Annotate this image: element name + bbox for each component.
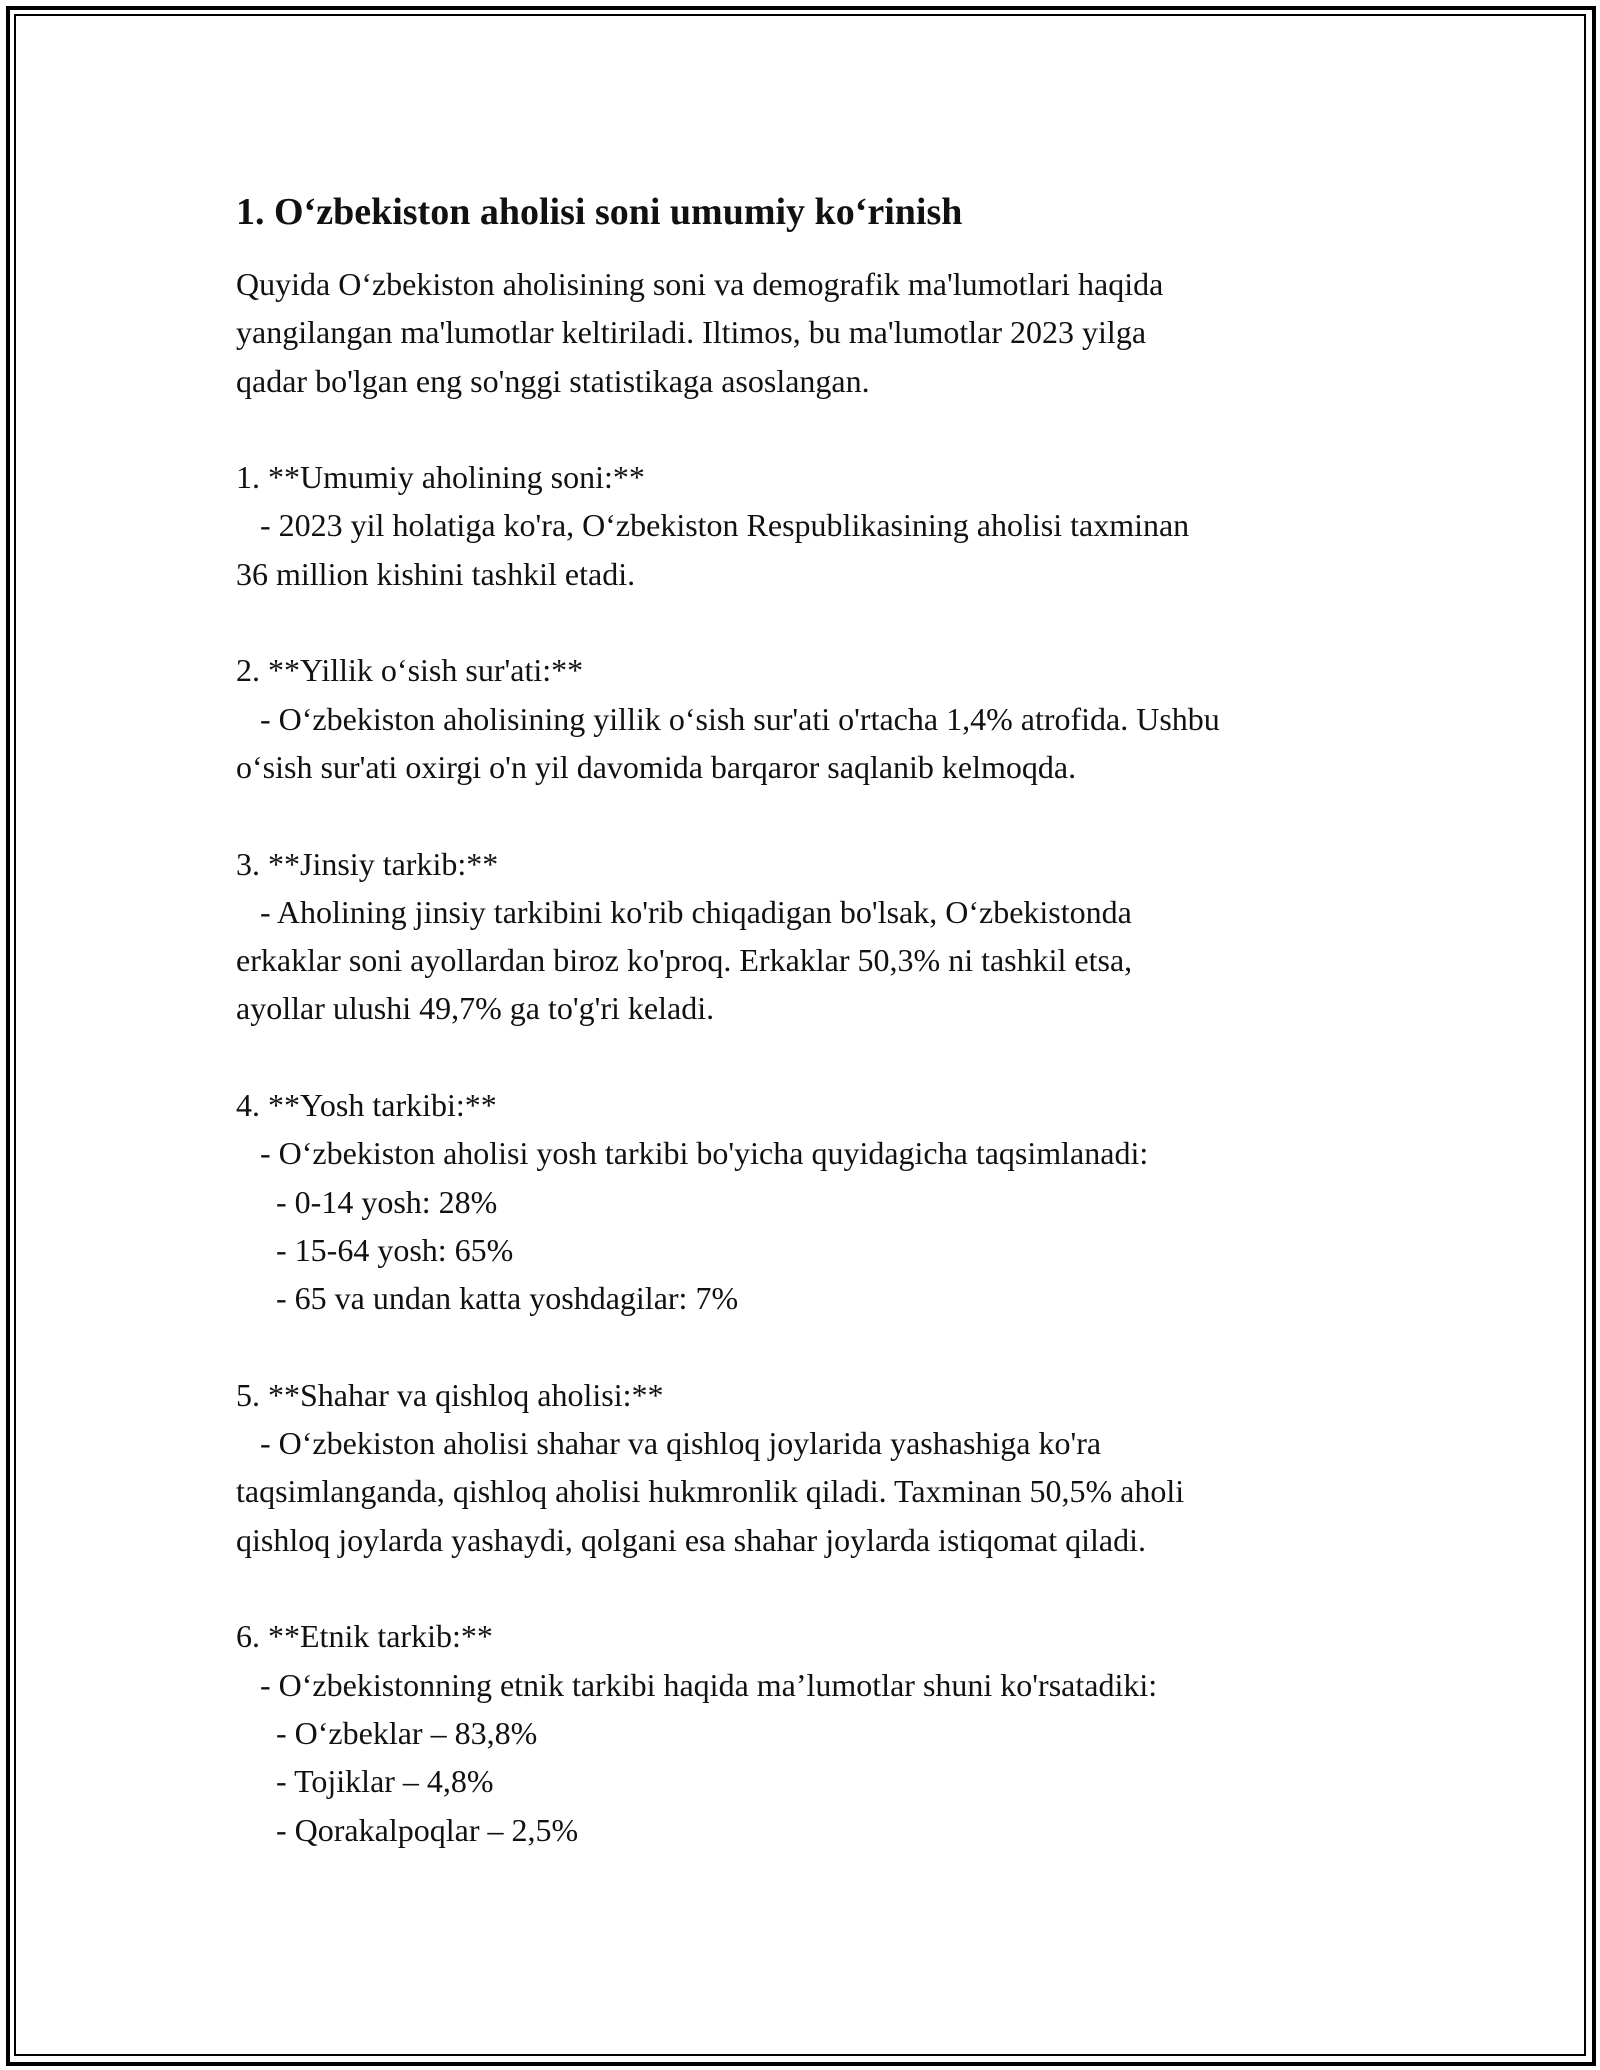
text-line: qadar bo'lgan eng so'nggi statistikaga asoslangan. (236, 362, 870, 399)
blank-line (236, 791, 1376, 839)
document-title: 1. O‘zbekiston aholisi soni umumiy ko‘rinish (236, 191, 963, 233)
document-text (236, 260, 1376, 1854)
text-line: - O‘zbekiston aholisi yosh tarkibi bo'yicha quyidagicha taqsimlanadi: (236, 1135, 1149, 1172)
text-line: 5. **Shahar va qishloq aholisi:** (236, 1376, 664, 1413)
text-line: - Qorakalpoqlar – 2,5% (236, 1811, 579, 1848)
text-line: 36 million kishini tashkil etadi. (236, 555, 636, 592)
text-line: - Tojiklar – 4,8% (236, 1763, 494, 1800)
blank-line (236, 1033, 1376, 1081)
text-line: - 2023 yil holatiga ko'ra, O‘zbekiston Respublikasining aholisi taxminan (236, 507, 1190, 544)
text-line: - Aholining jinsiy tarkibini ko'rib chiqadigan bo'lsak, O‘zbekistonda (236, 893, 1132, 930)
text-line: taqsimlanganda, qishloq aholisi hukmronlik qiladi. Taxminan 50,5% aholi (236, 1473, 1185, 1510)
blank-line (236, 1564, 1376, 1612)
text-line: o‘sish sur'ati oxirgi o'n yil davomida barqaror saqlanib kelmoqda. (236, 748, 1077, 785)
blank-line (236, 405, 1376, 453)
text-line: - O‘zbekistonning etnik tarkibi haqida ma’lumotlar shuni ko'rsatadiki: (236, 1666, 1158, 1703)
text-line: - O‘zbekiston aholisining yillik o‘sish sur'ati o'rtacha 1,4% atrofida. Ushbu (236, 700, 1220, 737)
blank-line (236, 598, 1376, 646)
text-line: - 0-14 yosh: 28% (236, 1183, 498, 1220)
blank-line (236, 1323, 1376, 1371)
text-line: qishloq joylarda yashaydi, qolgani esa shahar joylarda istiqomat qiladi. (236, 1521, 1147, 1558)
text-line: Quyida O‘zbekiston aholisining soni va demografik ma'lumotlari haqida (236, 266, 1164, 302)
text-line: 6. **Etnik tarkib:** (236, 1618, 493, 1655)
text-line: - O‘zbekiston aholisi shahar va qishloq joylarida yashashiga ko'ra (236, 1425, 1102, 1462)
text-line: 2. **Yillik o‘sish sur'ati:** (236, 652, 584, 689)
text-line: 1. **Umumiy aholining soni:** (236, 459, 645, 496)
text-line: erkaklar soni ayollardan biroz ko'proq. Erkaklar 50,3% ni tashkil etsa, (236, 942, 1133, 979)
text-line: - 15-64 yosh: 65% (236, 1231, 514, 1268)
text-line: yangilangan ma'lumotlar keltiriladi. Iltimos, bu ma'lumotlar 2023 yilga (236, 314, 1147, 351)
text-line: - O‘zbeklar – 83,8% (236, 1714, 538, 1751)
text-line: 3. **Jinsiy tarkib:** (236, 845, 499, 882)
text-line: 4. **Yosh tarkibi:** (236, 1087, 497, 1124)
text-line: ayollar ulushi 49,7% ga to'g'ri keladi. (236, 990, 715, 1027)
document-body (236, 188, 1376, 1854)
text-line: - 65 va undan katta yoshdagilar: 7% (236, 1280, 739, 1317)
